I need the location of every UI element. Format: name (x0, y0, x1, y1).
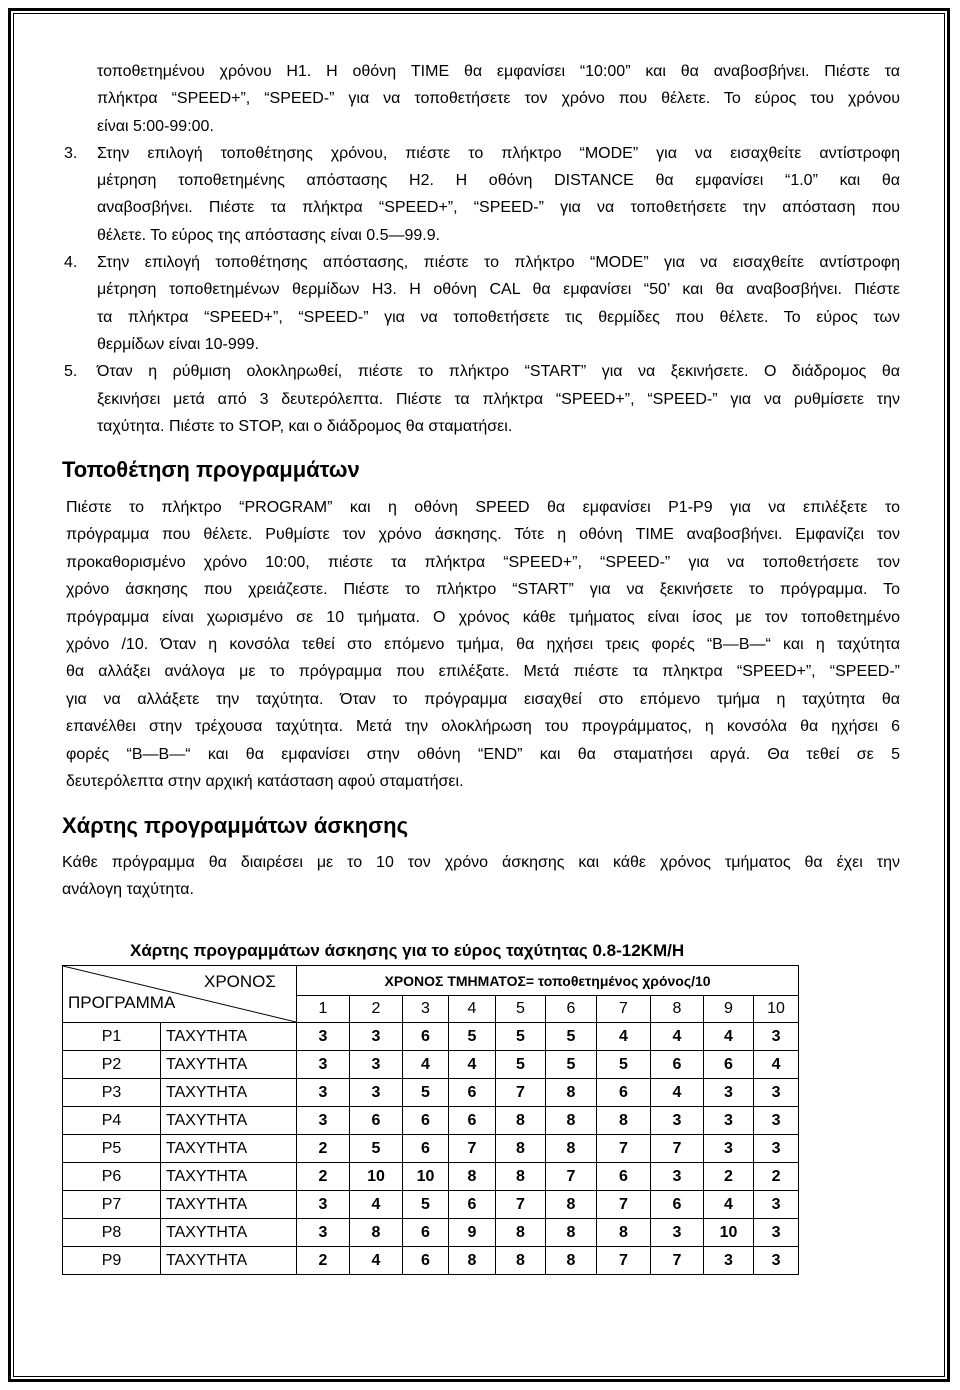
speed-value: 4 (597, 1023, 651, 1051)
speed-value: 3 (704, 1079, 754, 1107)
step-line (64, 167, 900, 194)
speed-value: 4 (704, 1191, 754, 1219)
speed-value: 3 (350, 1079, 403, 1107)
speed-value: 8 (496, 1107, 546, 1135)
speed-value: 3 (704, 1247, 754, 1275)
speed-value: 3 (754, 1191, 799, 1219)
speed-value: 8 (350, 1219, 403, 1247)
paragraph-text: φορές “B—B—“ και θα εμφανίσει στην οθόνη “END” και θα σταματήσει αργά. Θα τεθεί σε 5 (66, 745, 900, 763)
step-text: Στην επιλογή τοποθέτησης απόστασης, πιέστε το πλήκτρο “MODE” για να εισαχθείτε αντίστροφη (97, 254, 900, 272)
step-text: αναβοσβήνει. Πιέστε τα πλήκτρα “SPEED+”, “SPEED-” για να τοποθετήσετε την απόσταση που (97, 199, 900, 217)
speed-value: 3 (651, 1163, 704, 1191)
speed-value: 4 (449, 1051, 496, 1079)
segment-number: 7 (597, 996, 651, 1023)
table-header-row (63, 966, 799, 996)
speed-value: 8 (597, 1219, 651, 1247)
program-name: P3 (63, 1079, 161, 1107)
step-number: 5. (64, 363, 78, 381)
speed-value: 5 (403, 1191, 449, 1219)
speed-value: 8 (546, 1107, 597, 1135)
speed-value: 5 (350, 1135, 403, 1163)
program-name: P1 (63, 1023, 161, 1051)
paragraph-text: χρόνο /10. Όταν η κονσόλα τεθεί στο επόμενο τμήμα, θα ηχήσει τρεις φορές “B—B—“ και η ταχύτητα (66, 635, 900, 653)
speed-value: 3 (350, 1051, 403, 1079)
table-row (63, 1051, 799, 1079)
step-line (64, 413, 900, 440)
paragraph-line (66, 658, 900, 685)
intro-line (64, 85, 900, 112)
speed-value: 2 (297, 1247, 350, 1275)
corner-label-program: ΠΡΟΓΡΑΜΜΑ (68, 993, 176, 1012)
step-line (64, 222, 900, 249)
speed-value: 3 (754, 1023, 799, 1051)
segment-number: 2 (350, 996, 403, 1023)
speed-value: 5 (546, 1051, 597, 1079)
program-name: P4 (63, 1107, 161, 1135)
speed-value: 7 (651, 1247, 704, 1275)
speed-value: 5 (449, 1023, 496, 1051)
speed-value: 8 (546, 1191, 597, 1219)
speed-value: 8 (449, 1247, 496, 1275)
paragraph-line (66, 494, 900, 521)
speed-label: ΤΑΧΥΤΗΤΑ (161, 1191, 297, 1219)
speed-value: 6 (449, 1079, 496, 1107)
step-line (64, 358, 900, 385)
speed-value: 5 (403, 1079, 449, 1107)
speed-value: 6 (651, 1191, 704, 1219)
program-name: P2 (63, 1051, 161, 1079)
speed-value: 8 (597, 1107, 651, 1135)
speed-value: 3 (704, 1135, 754, 1163)
step-line (64, 386, 900, 413)
segment-number: 5 (496, 996, 546, 1023)
step-text: μέτρηση τοποθετημένης απόστασης H2. Η οθόνη DISTANCE θα εμφανίσει “1.0” και θα (97, 172, 900, 190)
speed-value: 4 (350, 1191, 403, 1219)
speed-value: 6 (704, 1051, 754, 1079)
segment-number: 4 (449, 996, 496, 1023)
paragraph-text: χρόνο άσκησης που χρειάζεστε. Πιέστε το πλήκτρο “START” για να ξεκινήσετε το πρόγραμμα. Το (66, 581, 900, 599)
paragraph-text: δευτερόλεπτα στην αρχική κατάσταση αφού σταματήσει. (66, 772, 464, 790)
speed-value: 3 (754, 1247, 799, 1275)
segment-number: 3 (403, 996, 449, 1023)
speed-value: 10 (403, 1163, 449, 1191)
speed-value: 3 (297, 1023, 350, 1051)
paragraph-text: Κάθε πρόγραμμα θα διαιρέσει με το 10 τον χρόνο άσκησης και κάθε χρόνος τμήματος θα έχει την (62, 854, 900, 871)
speed-label: ΤΑΧΥΤΗΤΑ (161, 1163, 297, 1191)
intro-text: είναι 5:00-99:00. (97, 117, 214, 135)
speed-value: 6 (350, 1107, 403, 1135)
corner-label-time: ΧΡΟΝΟΣ (204, 972, 276, 991)
step-line (64, 249, 900, 276)
speed-value: 8 (496, 1163, 546, 1191)
speed-value: 6 (403, 1219, 449, 1247)
step-number: 3. (64, 144, 78, 162)
step-text: θερμίδων είναι 10-999. (97, 335, 259, 353)
step-text: τα πλήκτρα “SPEED+”, “SPEED-” για να τοποθετήσετε τις θερμίδες που θέλετε. Το εύρος των (97, 308, 900, 326)
paragraph-text: για να αλλάξετε την ταχύτητα. Όταν το πρόγραμμα εισαχθεί στο επόμενο τμήμα η ταχύτητα θα (66, 690, 900, 708)
speed-value: 7 (597, 1135, 651, 1163)
intro-line (64, 113, 900, 140)
paragraph-line (66, 604, 900, 631)
speed-value: 2 (704, 1163, 754, 1191)
speed-value: 5 (546, 1023, 597, 1051)
speed-value: 3 (297, 1107, 350, 1135)
speed-value: 6 (403, 1247, 449, 1275)
speed-value: 8 (496, 1219, 546, 1247)
paragraph-text: θα αλλάξει ανάλογα με το πρόγραμμα που επιλέξατε. Μετά πιέστε τα πληκτρα “SPEED+”, “SPEED-” (66, 663, 900, 681)
speed-value: 5 (496, 1051, 546, 1079)
speed-value: 2 (297, 1163, 350, 1191)
paragraph-line (66, 549, 900, 576)
paragraph-text: πρόγραμμα είναι χωρισμένο σε 10 τμήματα. Ο χρόνος κάθε τμήματος είναι ίσος με τον τοποθετημένο (66, 608, 900, 626)
section-heading-program-chart: Χάρτης προγραμμάτων άσκησης (62, 813, 409, 838)
table-title: Χάρτης προγραμμάτων άσκησης για το εύρος ταχύτητας 0.8-12KM/H (130, 941, 685, 960)
paragraph-text: προκαθορισμένο χρόνο 10:00, πιέστε τα πλήκτρα “SPEED+”, “SPEED-” για να τοποθετήσετε τον (66, 553, 900, 571)
step-text: ταχύτητα. Πιέστε το STOP, και ο διάδρομος θα σταματήσει. (97, 417, 513, 435)
speed-value: 3 (704, 1107, 754, 1135)
speed-value: 3 (651, 1219, 704, 1247)
step-text: Στην επιλογή τοποθέτησης χρόνου, πιέστε το πλήκτρο “MODE” για να εισαχθείτε αντίστροφη (97, 144, 900, 162)
segment-number: 8 (651, 996, 704, 1023)
speed-value: 3 (297, 1079, 350, 1107)
segment-number: 10 (754, 996, 799, 1023)
step-text: Όταν η ρύθμιση ολοκληρωθεί, πιέστε το πλήκτρο “START” για να ξεκινήσετε. Ο διάδρομος θα (97, 363, 900, 381)
paragraph-text: ανάλογη ταχύτητα. (62, 881, 194, 898)
speed-label: ΤΑΧΥΤΗΤΑ (161, 1023, 297, 1051)
table-row (63, 1219, 799, 1247)
speed-value: 8 (546, 1135, 597, 1163)
speed-value: 5 (597, 1051, 651, 1079)
program-name: P6 (63, 1163, 161, 1191)
table-corner-cell (63, 966, 297, 1023)
intro-text: πλήκτρα “SPEED+”, “SPEED-” για να τοποθετήσετε τον χρόνο που θέλετε. Το εύρος του χρόνου (97, 90, 900, 108)
speed-value: 10 (704, 1219, 754, 1247)
speed-label: ΤΑΧΥΤΗΤΑ (161, 1247, 297, 1275)
intro-line (64, 58, 900, 85)
table-row (63, 1163, 799, 1191)
speed-value: 2 (754, 1163, 799, 1191)
speed-value: 6 (403, 1107, 449, 1135)
step-text: μέτρηση τοποθετημένων θερμίδων H3. Η οθόνη CAL θα εμφανίσει “50’ και θα αναβοσβήνει. Πιέστε (97, 281, 900, 299)
speed-value: 6 (403, 1135, 449, 1163)
speed-label: ΤΑΧΥΤΗΤΑ (161, 1107, 297, 1135)
speed-value: 3 (754, 1219, 799, 1247)
speed-value: 4 (403, 1051, 449, 1079)
segment-number: 1 (297, 996, 350, 1023)
table-row (63, 1247, 799, 1275)
intro-text: τοποθετημένου χρόνου H1. Η οθόνη TIME θα εμφανίσει “10:00” και θα αναβοσβήνει. Πιέστε τα (97, 63, 900, 80)
speed-value: 3 (297, 1219, 350, 1247)
program-setup-paragraph (66, 494, 900, 795)
paragraph-line (66, 741, 900, 768)
table-row (63, 1135, 799, 1163)
speed-value: 6 (449, 1191, 496, 1219)
program-name: P5 (63, 1135, 161, 1163)
program-chart-paragraph (62, 849, 900, 903)
speed-value: 5 (496, 1023, 546, 1051)
step-line (64, 194, 900, 221)
step-line (64, 331, 900, 358)
paragraph-line (62, 876, 900, 903)
instruction-steps (64, 58, 900, 440)
speed-value: 3 (297, 1051, 350, 1079)
speed-value: 8 (496, 1247, 546, 1275)
paragraph-text: Πιέστε το πλήκτρο “PROGRAM” και η οθόνη SPEED θα εμφανίσει P1-P9 για να επιλέξετε το (66, 499, 900, 516)
speed-value: 6 (597, 1079, 651, 1107)
speed-label: ΤΑΧΥΤΗΤΑ (161, 1219, 297, 1247)
speed-value: 7 (496, 1191, 546, 1219)
speed-label: ΤΑΧΥΤΗΤΑ (161, 1051, 297, 1079)
step-text: θέλετε. Το εύρος της απόστασης είναι 0.5—99.9. (97, 226, 441, 244)
program-name: P8 (63, 1219, 161, 1247)
paragraph-text: επανέλθει στην τρέχουσα ταχύτητα. Μετά την ολοκλήρωση του προγράμματος, η κονσόλα θα ηχήσει 6 (66, 718, 900, 736)
speed-value: 7 (597, 1191, 651, 1219)
speed-value: 10 (350, 1163, 403, 1191)
speed-value: 8 (546, 1247, 597, 1275)
paragraph-line (66, 713, 900, 740)
paragraph-line (66, 686, 900, 713)
speed-value: 3 (297, 1191, 350, 1219)
section-heading-program-setup: Τοποθέτηση προγραμμάτων (62, 457, 360, 482)
paragraph-line (62, 849, 900, 876)
program-speed-table (62, 965, 799, 1275)
step-line (64, 140, 900, 167)
speed-value: 9 (449, 1219, 496, 1247)
speed-value: 3 (754, 1107, 799, 1135)
speed-value: 7 (597, 1247, 651, 1275)
table-row (63, 1191, 799, 1219)
speed-value: 3 (754, 1079, 799, 1107)
step-number: 4. (64, 254, 78, 272)
speed-value: 8 (546, 1079, 597, 1107)
segment-number: 9 (704, 996, 754, 1023)
segment-number: 6 (546, 996, 597, 1023)
speed-value: 4 (704, 1023, 754, 1051)
table-row (63, 1107, 799, 1135)
program-name: P7 (63, 1191, 161, 1219)
speed-value: 3 (754, 1135, 799, 1163)
paragraph-line (66, 631, 900, 658)
step-line (64, 276, 900, 303)
speed-value: 4 (651, 1023, 704, 1051)
paragraph-line (66, 576, 900, 603)
speed-value: 4 (350, 1247, 403, 1275)
table-row (63, 1023, 799, 1051)
speed-value: 4 (754, 1051, 799, 1079)
step-text: ξεκινήσει μετά από 3 δευτερόλεπτα. Πιέστε τα πλήκτρα “SPEED+”, “SPEED-” για να ρυθμίσετε την (97, 390, 900, 408)
table-row (63, 1079, 799, 1107)
speed-value: 3 (350, 1023, 403, 1051)
speed-value: 7 (651, 1135, 704, 1163)
speed-value: 6 (403, 1023, 449, 1051)
speed-label: ΤΑΧΥΤΗΤΑ (161, 1079, 297, 1107)
speed-value: 8 (546, 1219, 597, 1247)
speed-value: 6 (651, 1051, 704, 1079)
speed-value: 7 (496, 1079, 546, 1107)
speed-value: 8 (449, 1163, 496, 1191)
speed-value: 4 (651, 1079, 704, 1107)
speed-value: 8 (496, 1135, 546, 1163)
speed-label: ΤΑΧΥΤΗΤΑ (161, 1135, 297, 1163)
paragraph-line (66, 521, 900, 548)
speed-value: 7 (449, 1135, 496, 1163)
speed-value: 6 (449, 1107, 496, 1135)
speed-value: 2 (297, 1135, 350, 1163)
speed-value: 6 (597, 1163, 651, 1191)
segment-time-header: ΧΡΟΝΟΣ ΤΜΗΜΑΤΟΣ= τοποθετημένος χρόνος/10 (297, 966, 799, 996)
paragraph-text: πρόγραμμα που θέλετε. Ρυθμίστε τον χρόνο άσκησης. Τότε η οθόνη TIME αναβοσβήνει. Εμφανίζει τον (66, 526, 900, 544)
paragraph-line (66, 768, 900, 795)
speed-value: 3 (651, 1107, 704, 1135)
step-line (64, 304, 900, 331)
speed-value: 7 (546, 1163, 597, 1191)
program-name: P9 (63, 1247, 161, 1275)
